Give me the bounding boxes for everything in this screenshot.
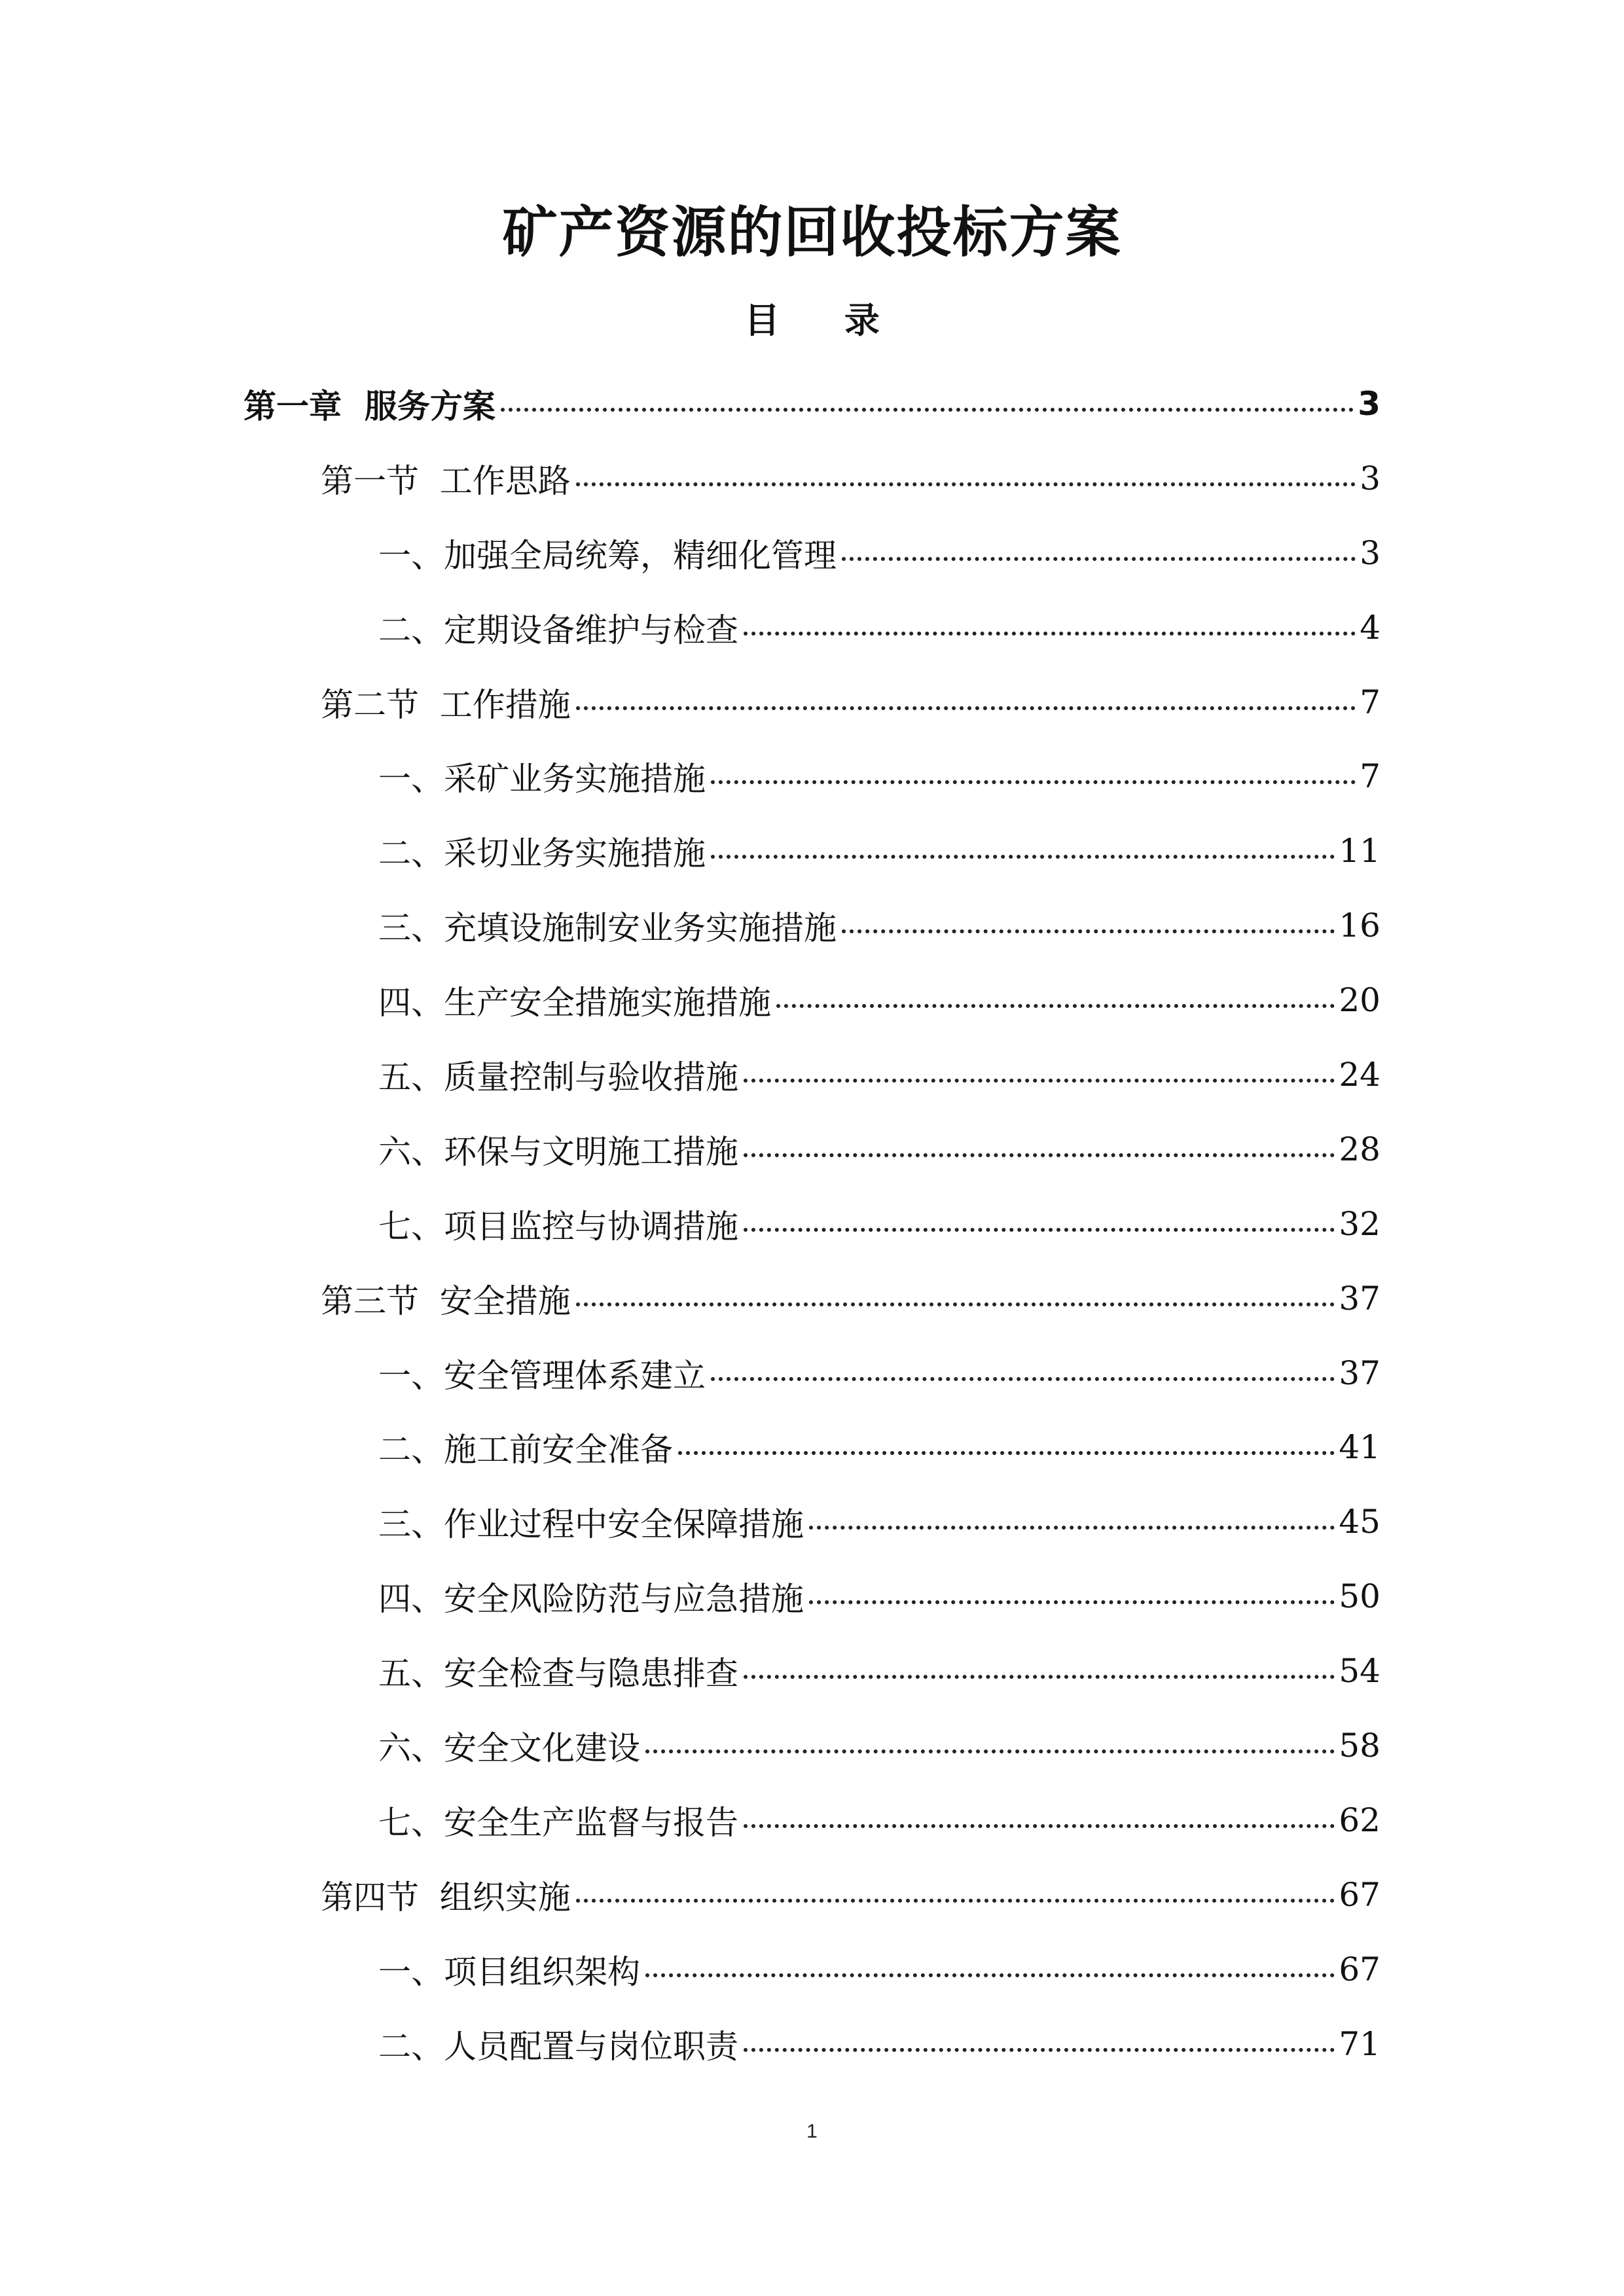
dot-leader <box>842 557 1356 561</box>
toc-entry-page: 3 <box>1360 533 1380 572</box>
toc-entry-label: 二、人员配置与岗位职责 <box>378 2027 738 2066</box>
toc-entry-page: 20 <box>1339 981 1380 1020</box>
toc-entry-page: 16 <box>1339 906 1380 945</box>
dot-leader <box>744 2048 1335 2052</box>
dot-leader <box>744 1079 1335 1083</box>
toc-entry-label: 一、安全管理体系建立 <box>378 1356 706 1395</box>
dot-leader <box>744 632 1356 636</box>
dot-leader <box>744 1228 1335 1232</box>
toc-entry-item[interactable] <box>0 1932 1624 2007</box>
toc-entry-label: 二、定期设备维护与检查 <box>378 611 738 649</box>
dot-leader <box>711 855 1335 859</box>
toc-entry-item[interactable] <box>0 739 1624 814</box>
toc-entry-page: 41 <box>1339 1428 1380 1467</box>
toc-entry-label: 六、安全文化建设 <box>378 1729 640 1767</box>
toc-entry-item[interactable] <box>0 888 1624 963</box>
toc-entry-label: 七、项目监控与协调措施 <box>378 1207 738 1246</box>
toc-entry-page: 7 <box>1360 683 1380 721</box>
toc-entry-page: 3 <box>1360 459 1380 497</box>
toc-entry-page: 4 <box>1360 608 1380 647</box>
page-number: 1 <box>806 2121 818 2142</box>
toc-entry-item[interactable] <box>0 1708 1624 1783</box>
toc-entry-page: 24 <box>1339 1055 1380 1094</box>
toc-entry-chapter-1[interactable] <box>0 367 1624 441</box>
toc-entry-label: 第二节 工作措施 <box>321 685 571 724</box>
dot-leader <box>842 929 1335 933</box>
toc-entry-item[interactable] <box>0 2007 1624 2081</box>
dot-leader <box>776 1004 1335 1008</box>
document-title: 矿产资源的回收投标方案 <box>502 200 1122 264</box>
toc-entry-label: 二、采切业务实施措施 <box>378 834 706 873</box>
table-of-contents <box>0 367 1624 2081</box>
toc-entry-item[interactable] <box>0 1783 1624 1857</box>
toc-entry-page: 3 <box>1358 384 1380 423</box>
dot-leader <box>645 1973 1335 1977</box>
toc-entry-label: 一、项目组织架构 <box>378 1952 640 1991</box>
toc-entry-page: 28 <box>1339 1130 1380 1168</box>
toc-entry-item[interactable] <box>0 963 1624 1037</box>
toc-entry-page: 7 <box>1360 757 1380 796</box>
toc-entry-section[interactable] <box>0 1261 1624 1336</box>
dot-leader <box>744 1153 1335 1157</box>
toc-entry-item[interactable] <box>0 1187 1624 1261</box>
dot-leader <box>711 780 1356 784</box>
toc-entry-item[interactable] <box>0 1410 1624 1484</box>
toc-entry-label: 第一章 服务方案 <box>244 387 496 425</box>
toc-entry-page: 50 <box>1339 1577 1380 1616</box>
toc-entry-page: 67 <box>1339 1950 1380 1988</box>
dot-leader <box>744 1675 1335 1679</box>
toc-entry-page: 37 <box>1339 1279 1380 1318</box>
toc-entry-page: 62 <box>1339 1801 1380 1839</box>
toc-entry-label: 三、作业过程中安全保障措施 <box>378 1505 804 1544</box>
toc-entry-item[interactable] <box>0 1112 1624 1187</box>
toc-entry-label: 二、施工前安全准备 <box>378 1431 673 1469</box>
toc-entry-label: 四、安全风险防范与应急措施 <box>378 1580 804 1619</box>
toc-entry-label: 七、安全生产监督与报告 <box>378 1803 738 1842</box>
dot-leader <box>576 1302 1335 1306</box>
toc-entry-label: 第三节 安全措施 <box>321 1282 571 1320</box>
toc-entry-label: 第四节 组织实施 <box>321 1878 571 1916</box>
toc-entry-label: 第一节 工作思路 <box>321 461 571 500</box>
dot-leader <box>645 1749 1335 1753</box>
dot-leader <box>809 1600 1335 1604</box>
toc-entry-item[interactable] <box>0 1336 1624 1410</box>
toc-entry-item[interactable] <box>0 1037 1624 1112</box>
dot-leader <box>678 1451 1335 1455</box>
toc-entry-page: 54 <box>1339 1652 1380 1691</box>
toc-entry-label: 四、生产安全措施实施措施 <box>378 984 771 1022</box>
toc-entry-item[interactable] <box>0 1634 1624 1708</box>
dot-leader <box>744 1824 1335 1828</box>
toc-entry-label: 六、环保与文明施工措施 <box>378 1132 738 1171</box>
dot-leader <box>576 706 1356 710</box>
toc-entry-item[interactable] <box>0 516 1624 590</box>
toc-entry-page: 67 <box>1339 1875 1380 1914</box>
toc-entry-page: 11 <box>1339 832 1380 870</box>
dot-leader <box>576 482 1356 486</box>
toc-entry-section[interactable] <box>0 441 1624 516</box>
toc-entry-item[interactable] <box>0 1484 1624 1559</box>
dot-leader <box>576 1899 1335 1903</box>
toc-entry-label: 一、加强全局统筹，精细化管理 <box>378 536 837 575</box>
toc-entry-label: 一、采矿业务实施措施 <box>378 760 706 798</box>
toc-entry-label: 五、质量控制与验收措施 <box>378 1058 738 1096</box>
toc-entry-item[interactable] <box>0 1559 1624 1634</box>
toc-entry-page: 37 <box>1339 1354 1380 1392</box>
toc-entry-item[interactable] <box>0 590 1624 665</box>
toc-entry-label: 三、充填设施制安业务实施措施 <box>378 909 837 948</box>
toc-entry-section[interactable] <box>0 1857 1624 1932</box>
dot-leader <box>711 1377 1335 1381</box>
toc-entry-page: 45 <box>1339 1503 1380 1541</box>
toc-entry-page: 32 <box>1339 1204 1380 1243</box>
dot-leader <box>809 1526 1335 1530</box>
toc-entry-label: 五、安全检查与隐患排查 <box>378 1655 738 1693</box>
toc-entry-page: 71 <box>1339 2024 1380 2063</box>
toc-entry-page: 58 <box>1339 1726 1380 1765</box>
toc-heading: 目 录 <box>744 300 906 341</box>
dot-leader <box>501 408 1354 412</box>
toc-entry-item[interactable] <box>0 814 1624 888</box>
toc-entry-section[interactable] <box>0 665 1624 740</box>
